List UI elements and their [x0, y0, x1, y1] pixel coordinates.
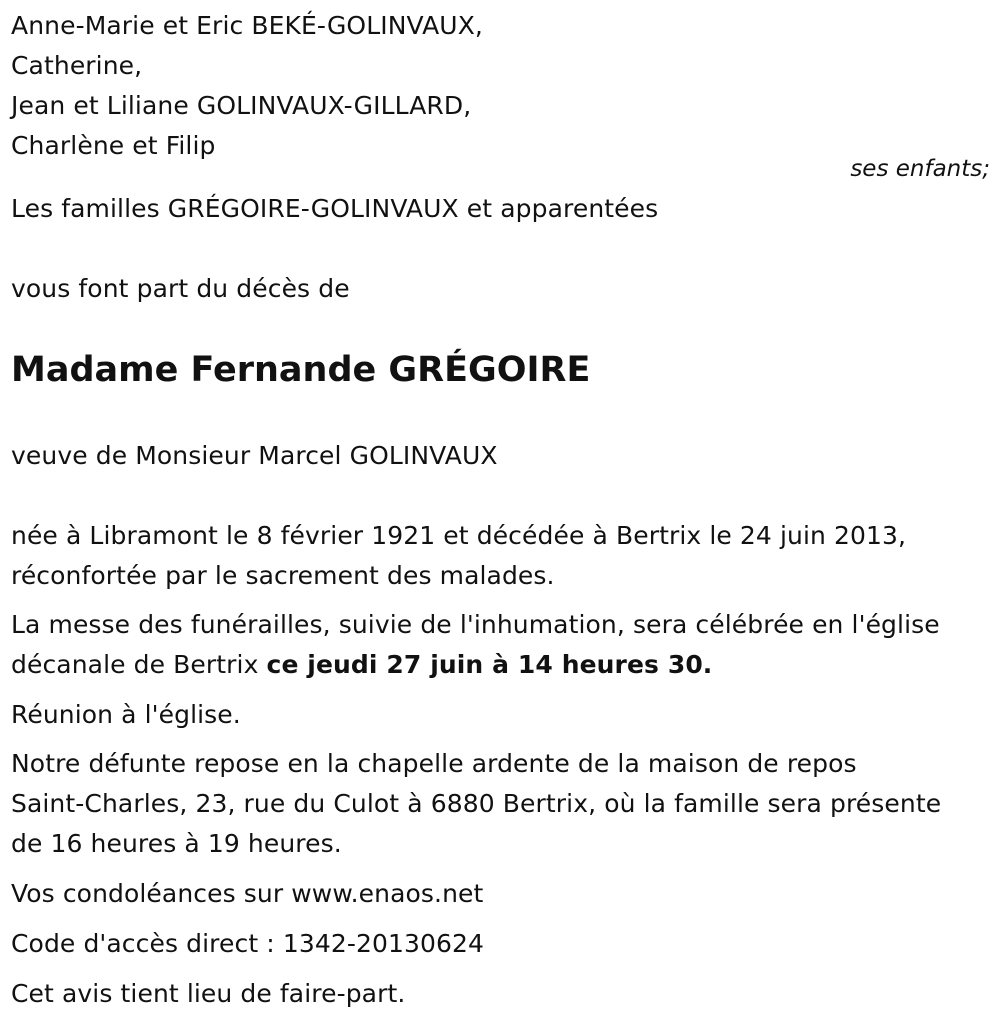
access-code-line: Code d'accès direct : 1342-20130624 [11, 929, 485, 958]
condolences-line: Vos condoléances sur www.enaos.net [11, 879, 484, 908]
mass-line-1: La messe des funérailles, suivie de l'inhumation, sera célébrée en l'église [11, 610, 940, 639]
family-line-1: Anne-Marie et Eric BEKÉ-GOLINVAUX, [11, 11, 483, 40]
mass-location: décanale de Bertrix [11, 650, 267, 679]
sacrament-line: réconfortée par le sacrement des malades. [11, 561, 555, 590]
mass-date-time: ce jeudi 27 juin à 14 heures 30. [266, 650, 713, 679]
rest-line-2: Saint-Charles, 23, rue du Culot à 6880 Bertrix, où la famille sera présente [11, 789, 942, 818]
meeting-line: Réunion à l'église. [11, 700, 241, 729]
mass-line-2 [11, 650, 712, 680]
family-line-4: Charlène et Filip [11, 131, 216, 160]
family-line-2: Catherine, [11, 51, 143, 80]
rest-line-3: de 16 heures à 19 heures. [11, 829, 342, 858]
widow-of: veuve de Monsieur Marcel GOLINVAUX [11, 441, 498, 470]
birth-death-line: née à Libramont le 8 février 1921 et décédée à Bertrix le 24 juin 2013, [11, 521, 907, 550]
announcement: vous font part du décès de [11, 274, 350, 303]
deceased-name: Madame Fernande GRÉGOIRE [11, 350, 591, 390]
family-line-3: Jean et Liliane GOLINVAUX-GILLARD, [11, 91, 472, 120]
extended-family: Les familles GRÉGOIRE-GOLINVAUX et apparentées [11, 194, 659, 223]
notice-line: Cet avis tient lieu de faire-part. [11, 979, 406, 1008]
rest-line-1: Notre défunte repose en la chapelle ardente de la maison de repos [11, 749, 857, 778]
relation-label: ses enfants; [850, 156, 990, 182]
